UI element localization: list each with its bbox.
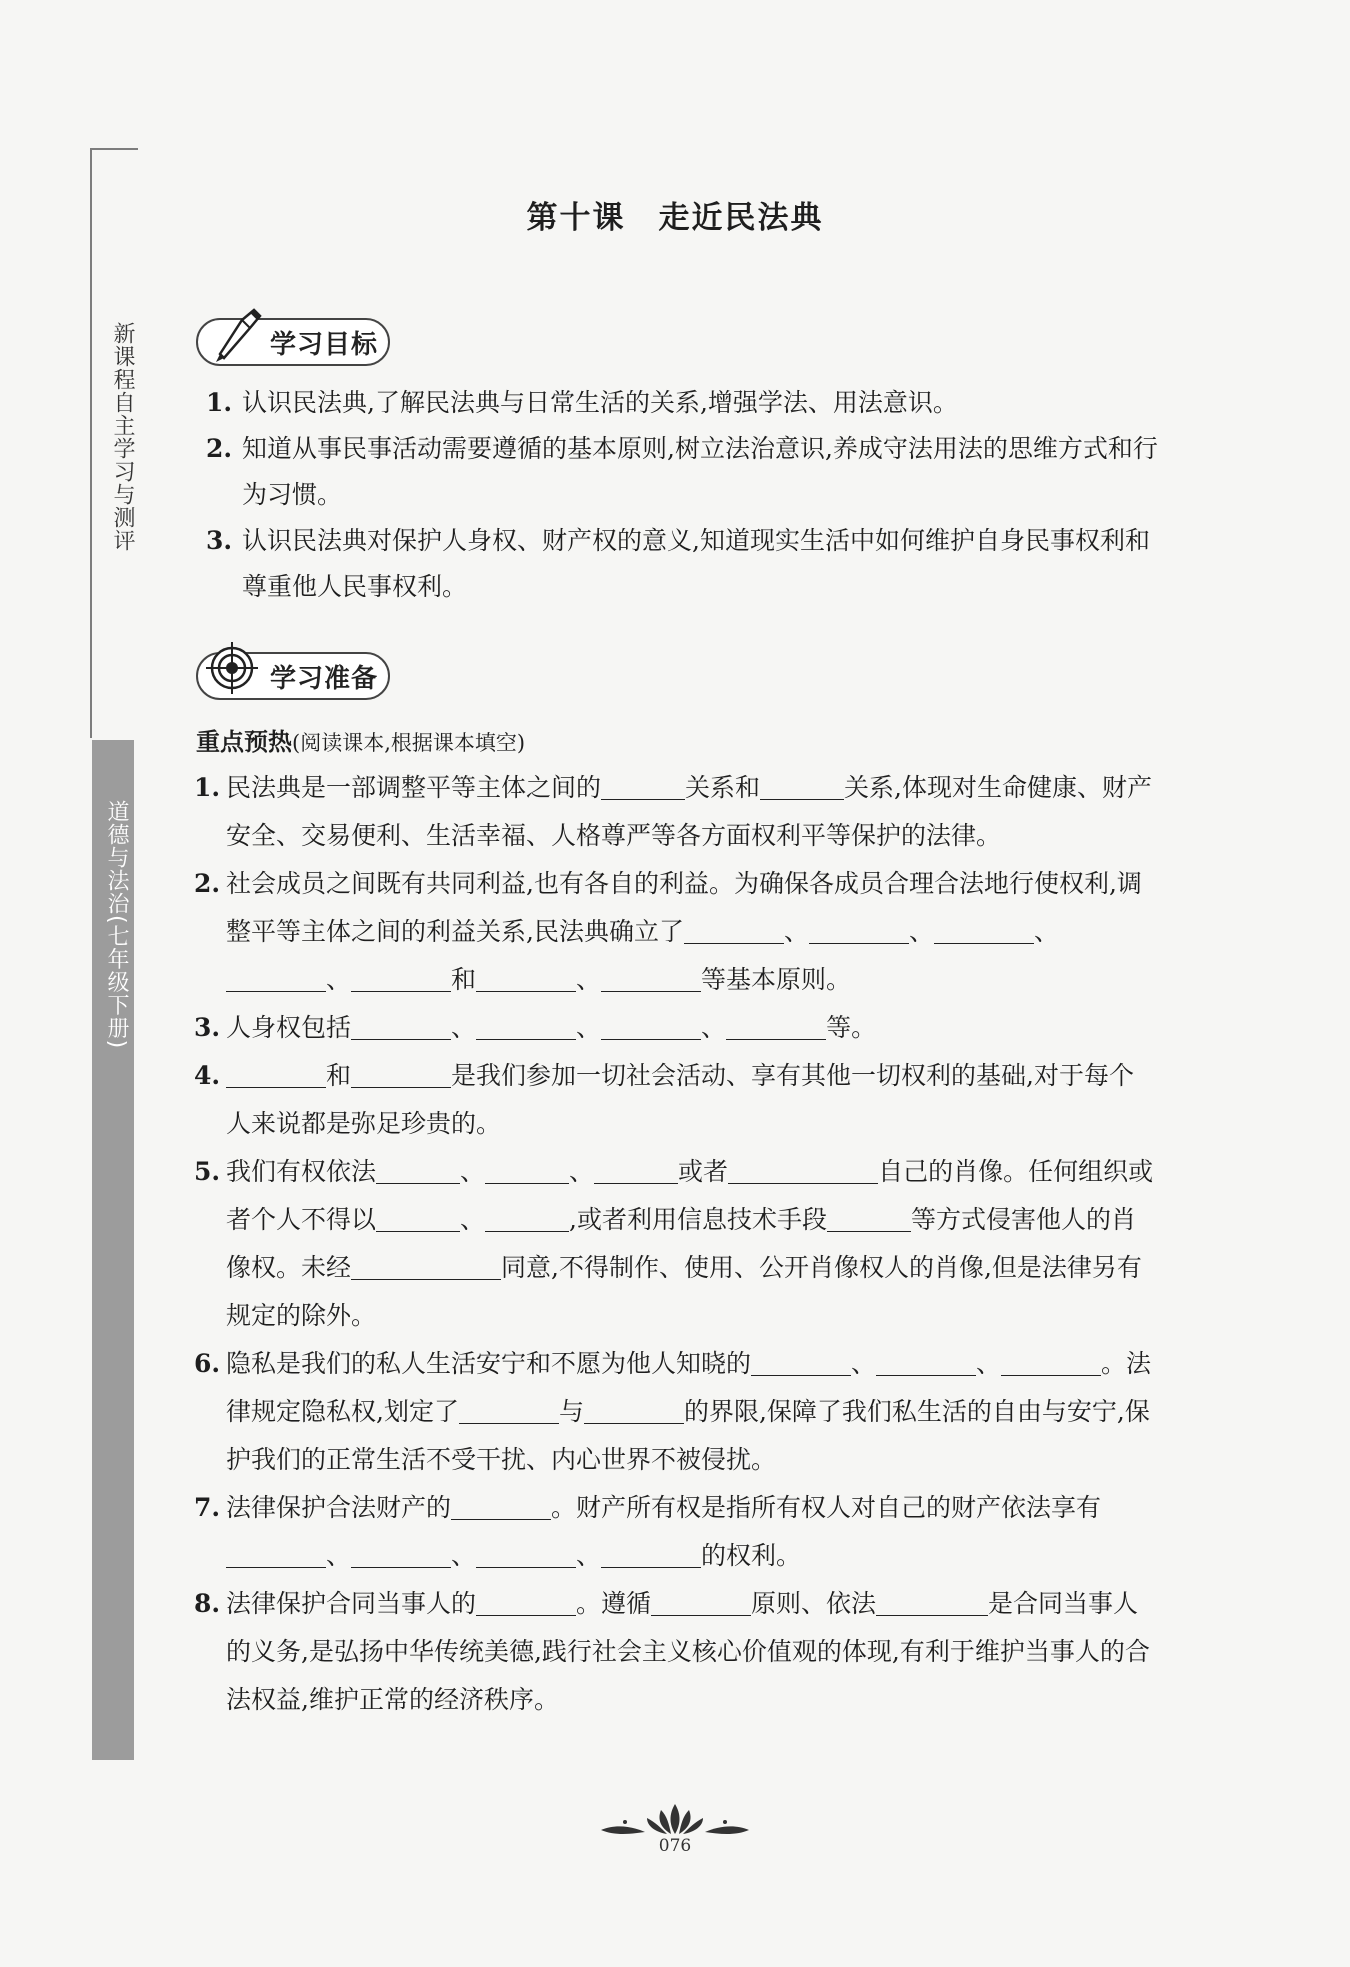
question-text: 、	[783, 917, 809, 946]
question-text: 与	[558, 1397, 584, 1426]
lesson-title: 第十课 走近民法典	[526, 200, 824, 236]
question-number: 5.	[194, 1157, 221, 1186]
question-text: 、	[851, 1349, 877, 1378]
goal-item	[206, 426, 1166, 518]
side-subject-label: 道德与法治(七年级下册)	[104, 800, 129, 1050]
goal-text: 认识民法典,了解民法典与日常生活的关系,增强学法、用法意识。	[242, 388, 958, 417]
question-text: ,或者利用信息技术手段	[569, 1205, 827, 1234]
goals-list	[206, 380, 1166, 610]
answer-blank[interactable]	[351, 1057, 451, 1088]
answer-blank[interactable]	[351, 1537, 451, 1568]
page-number: 076	[658, 1836, 692, 1856]
answer-blank[interactable]	[476, 1537, 576, 1568]
goal-item	[206, 380, 1166, 426]
question-text: 是我们参加一切社会活动、享有其他一切权利的基础,对于每个人来说都是弥足珍贵的。	[226, 1061, 1134, 1138]
question-item	[194, 1052, 1154, 1148]
answer-blank[interactable]	[684, 913, 784, 944]
goal-number: 2.	[206, 434, 233, 463]
question-text: 、	[569, 1157, 595, 1186]
question-item	[194, 1580, 1154, 1724]
answer-blank[interactable]	[1001, 1345, 1101, 1376]
goal-item	[206, 518, 1166, 610]
prep-subheading	[196, 722, 525, 757]
question-text: 原则、依法	[751, 1589, 877, 1618]
question-item	[194, 1148, 1154, 1340]
answer-blank[interactable]	[376, 1201, 460, 1232]
target-icon	[202, 630, 272, 700]
question-text: 和	[451, 965, 477, 994]
question-item	[194, 1004, 1154, 1052]
prep-badge	[196, 652, 390, 700]
question-text: 同意,不得制作、使用、公开肖像权人的肖像,但是法律另有规定的除外。	[226, 1253, 1142, 1330]
question-number: 6.	[194, 1349, 221, 1378]
question-text: 。法律规定隐私权,划定了	[226, 1349, 1152, 1426]
prep-subhead-note: (阅读课本,根据课本填空)	[292, 731, 526, 755]
answer-blank[interactable]	[476, 1585, 576, 1616]
goals-badge	[196, 318, 390, 366]
question-text: 隐私是我们的私人生活安宁和不愿为他人知晓的	[226, 1349, 752, 1378]
leaf-ornament-icon	[595, 1800, 755, 1840]
answer-blank[interactable]	[584, 1393, 684, 1424]
side-series-label: 新课程自主学习与测评	[110, 322, 135, 552]
question-text: 和	[326, 1061, 352, 1090]
question-text: 、	[576, 965, 602, 994]
question-text: 、	[451, 1013, 477, 1042]
question-text: 。遵循	[576, 1589, 652, 1618]
answer-blank[interactable]	[476, 961, 576, 992]
question-text: 、	[576, 1013, 602, 1042]
prep-badge-label: 学习准备	[270, 663, 379, 694]
answer-blank[interactable]	[351, 1249, 501, 1280]
question-text: 自己的肖像。任何组织或者个人不得以	[226, 1157, 1154, 1234]
answer-blank[interactable]	[601, 1009, 701, 1040]
goal-text: 认识民法典对保护人身权、财产权的意义,知道现实生活中如何维护自身民事权利和尊重他人民事权利。	[242, 526, 1150, 601]
answer-blank[interactable]	[376, 1153, 460, 1184]
goal-number: 3.	[206, 526, 233, 555]
answer-blank[interactable]	[760, 769, 844, 800]
answer-blank[interactable]	[876, 1345, 976, 1376]
prep-subhead-title: 重点预热	[196, 728, 292, 756]
answer-blank[interactable]	[351, 1009, 451, 1040]
question-text: 、	[326, 965, 352, 994]
answer-blank[interactable]	[809, 913, 909, 944]
answer-blank[interactable]	[451, 1489, 551, 1520]
question-text: 我们有权依法	[226, 1157, 377, 1186]
answer-blank[interactable]	[485, 1153, 569, 1184]
question-text: 、	[1033, 917, 1059, 946]
question-item	[194, 764, 1154, 860]
answer-blank[interactable]	[459, 1393, 559, 1424]
question-text: 等基本原则。	[701, 965, 852, 994]
question-text: 、	[460, 1205, 486, 1234]
answer-blank[interactable]	[485, 1201, 569, 1232]
question-text: 法律保护合同当事人的	[226, 1589, 477, 1618]
answer-blank[interactable]	[751, 1345, 851, 1376]
question-text: 、	[576, 1541, 602, 1570]
question-text: 。财产所有权是指所有权人对自己的财产依法享有	[551, 1493, 1102, 1522]
answer-blank[interactable]	[601, 1537, 701, 1568]
question-text: 、	[701, 1013, 727, 1042]
answer-blank[interactable]	[226, 1537, 326, 1568]
answer-blank[interactable]	[476, 1009, 576, 1040]
question-text: 人身权包括	[226, 1013, 352, 1042]
answer-blank[interactable]	[728, 1153, 878, 1184]
question-text: 等方式侵害他人的肖像权。未经	[226, 1205, 1136, 1282]
fill-in-questions	[194, 764, 1154, 1724]
question-number: 8.	[194, 1589, 221, 1618]
question-text: 关系和	[685, 773, 761, 802]
answer-blank[interactable]	[594, 1153, 678, 1184]
question-number: 4.	[194, 1061, 221, 1090]
answer-blank[interactable]	[601, 961, 701, 992]
question-text: 、	[451, 1541, 477, 1570]
answer-blank[interactable]	[226, 961, 326, 992]
question-item	[194, 1340, 1154, 1484]
question-text: 关系,体现对生命健康、财产安全、交易便利、生活幸福、人格尊严等各方面权利平等保护的法律。	[226, 773, 1152, 850]
question-item	[194, 1484, 1154, 1580]
question-text: 的权利。	[701, 1541, 802, 1570]
question-number: 2.	[194, 869, 221, 898]
goal-text: 知道从事民事活动需要遵循的基本原则,树立法治意识,养成守法用法的思维方式和行为习惯。	[242, 434, 1158, 509]
pen-icon	[202, 296, 272, 366]
answer-blank[interactable]	[601, 769, 685, 800]
question-text: 法律保护合法财产的	[226, 1493, 452, 1522]
question-text: 、	[908, 917, 934, 946]
answer-blank[interactable]	[876, 1585, 988, 1616]
goal-number: 1.	[206, 388, 233, 417]
goals-badge-label: 学习目标	[270, 329, 379, 360]
answer-blank[interactable]	[827, 1201, 911, 1232]
question-text: 是合同当事人的义务,是弘扬中华传统美德,践行社会主义核心价值观的体现,有利于维护当事人的合法权益,维护正常的经济秩序。	[226, 1589, 1150, 1714]
answer-blank[interactable]	[226, 1057, 326, 1088]
question-text: 、	[460, 1157, 486, 1186]
side-top-rule	[90, 148, 138, 150]
question-text: 等。	[826, 1013, 877, 1042]
question-text: 的界限,保障了我们私生活的自由与安宁,保护我们的正常生活不受干扰、内心世界不被侵扰。	[226, 1397, 1150, 1474]
question-number: 1.	[194, 773, 221, 802]
question-number: 3.	[194, 1013, 221, 1042]
answer-blank[interactable]	[351, 961, 451, 992]
question-item	[194, 860, 1154, 1004]
question-text: 、	[326, 1541, 352, 1570]
question-text: 社会成员之间既有共同利益,也有各自的利益。为确保各成员合理合法地行使权利,调整平等主体之间的利益关系,民法典确立了	[226, 869, 1142, 946]
answer-blank[interactable]	[934, 913, 1034, 944]
answer-blank[interactable]	[726, 1009, 826, 1040]
answer-blank[interactable]	[651, 1585, 751, 1616]
question-number: 7.	[194, 1493, 221, 1522]
question-text: 或者	[678, 1157, 729, 1186]
question-text: 、	[976, 1349, 1002, 1378]
question-text: 民法典是一部调整平等主体之间的	[226, 773, 602, 802]
